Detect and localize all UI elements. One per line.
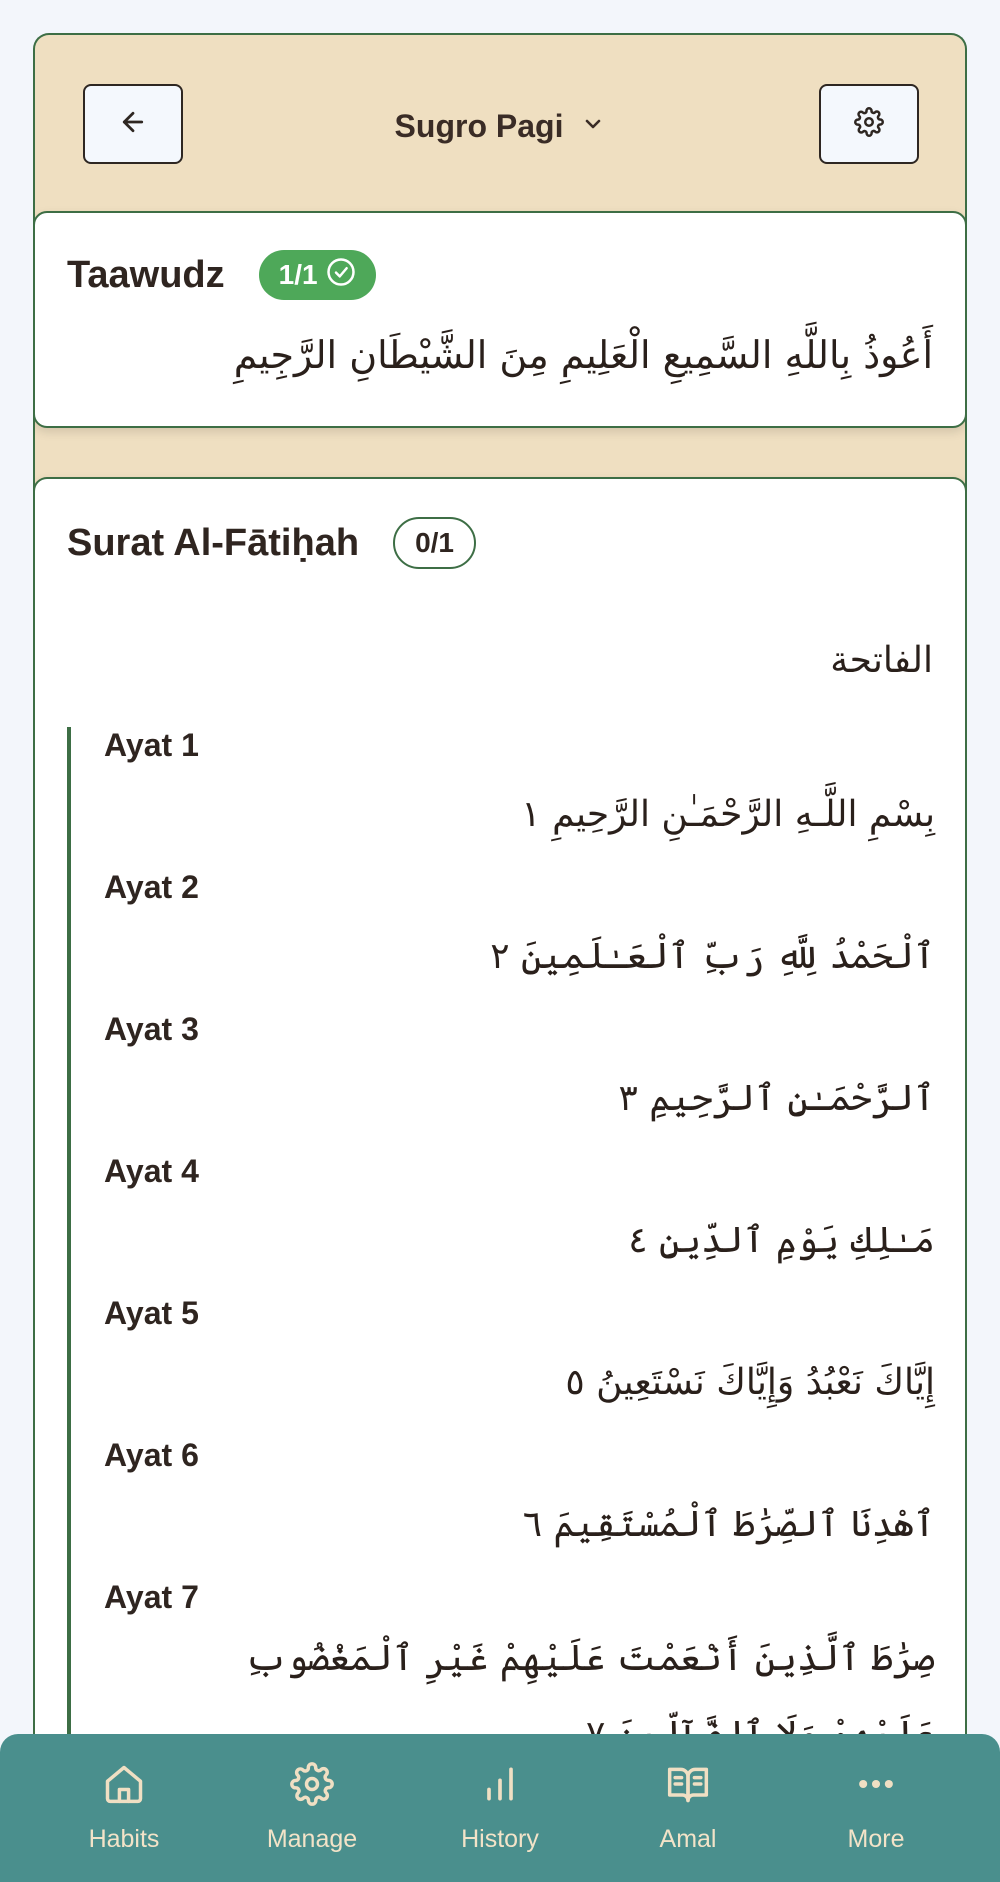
gear-icon: [290, 1762, 334, 1811]
app-container: [33, 33, 967, 1882]
ayat-label: Ayat 6: [104, 1437, 199, 1473]
nav-manage[interactable]: [227, 1748, 397, 1868]
chevron-down-icon: [581, 112, 605, 141]
fatihah-card-header: [67, 515, 476, 571]
nav-amal[interactable]: [603, 1748, 773, 1868]
ayat-label: Ayat 3: [104, 1011, 199, 1047]
ayat-list: [67, 727, 935, 1882]
fatihah-card[interactable]: [33, 477, 967, 1882]
nav-habits[interactable]: [39, 1748, 209, 1868]
ayat-arabic-text: ٱلرَّحْمَـٰنِ ٱلرَّحِيمِ ٣: [618, 1078, 935, 1119]
check-circle-icon: [326, 257, 356, 294]
taawudz-progress-count: 1/1: [278, 259, 318, 290]
nav-amal-label: Amal: [659, 1825, 717, 1853]
gear-icon: [854, 107, 884, 142]
nav-history[interactable]: [415, 1748, 585, 1868]
page-title: Sugro Pagi: [394, 107, 564, 144]
taawudz-arabic-text: أَعُوذُ بِاللَّهِ السَّمِيعِ الْعَلِيمِ مِنَ الشَّيْطَانِ الرَّجِيمِ: [233, 333, 933, 377]
home-icon: [102, 1762, 146, 1811]
nav-more[interactable]: [791, 1748, 961, 1868]
bottom-navigation: [0, 1734, 1000, 1882]
fatihah-title: Surat Al-Fātiḥah: [67, 521, 360, 564]
nav-manage-label: Manage: [266, 1825, 358, 1853]
ayat-arabic-text: صِرَٰطَ ٱلَّذِينَ أَنْعَمْتَ عَلَيْهِمْ غَيْرِ ٱلْمَغْضُوبِ: [244, 1638, 935, 1679]
bar-chart-icon: [478, 1762, 522, 1811]
ayat-label: Ayat 4: [104, 1153, 199, 1189]
nav-habits-label: Habits: [88, 1825, 160, 1853]
ayat-arabic-text: ٱلْحَمْدُ لِلَّهِ رَبِّ ٱلْعَـٰلَمِينَ ٢: [490, 936, 935, 977]
header: [35, 35, 965, 213]
nav-more-label: More: [847, 1825, 905, 1853]
ayat-label: Ayat 5: [104, 1295, 199, 1331]
ayat-arabic-text: مَـٰلِكِ يَوْمِ ٱلدِّينِ ٤: [628, 1220, 935, 1261]
book-open-icon: [665, 1762, 711, 1811]
fatihah-progress-badge: 0/1: [393, 517, 476, 569]
ayat-label: Ayat 2: [104, 869, 199, 905]
taawudz-title: Taawudz: [67, 253, 225, 296]
taawudz-progress-badge: [259, 250, 376, 300]
nav-history-label: History: [461, 1825, 539, 1853]
ayat-label: Ayat 1: [104, 727, 199, 763]
ayat-arabic-text: بِسْمِ اللَّـهِ الرَّحْمَـٰنِ الرَّحِيمِ ١: [521, 794, 935, 835]
taawudz-card-header: [67, 247, 376, 303]
taawudz-card[interactable]: [33, 211, 967, 428]
more-horizontal-icon: [854, 1762, 898, 1811]
surah-arabic-name: الفاتحة: [830, 640, 933, 681]
ayat-arabic-text: ٱهْدِنَا ٱلصِّرَٰطَ ٱلْمُسْتَقِيمَ ٦: [522, 1504, 935, 1545]
settings-button[interactable]: [819, 84, 919, 164]
ayat-arabic-text: إِيَّاكَ نَعْبُدُ وَإِيَّاكَ نَسْتَعِينُ ٥: [565, 1362, 935, 1403]
ayat-label: Ayat 7: [104, 1579, 199, 1615]
